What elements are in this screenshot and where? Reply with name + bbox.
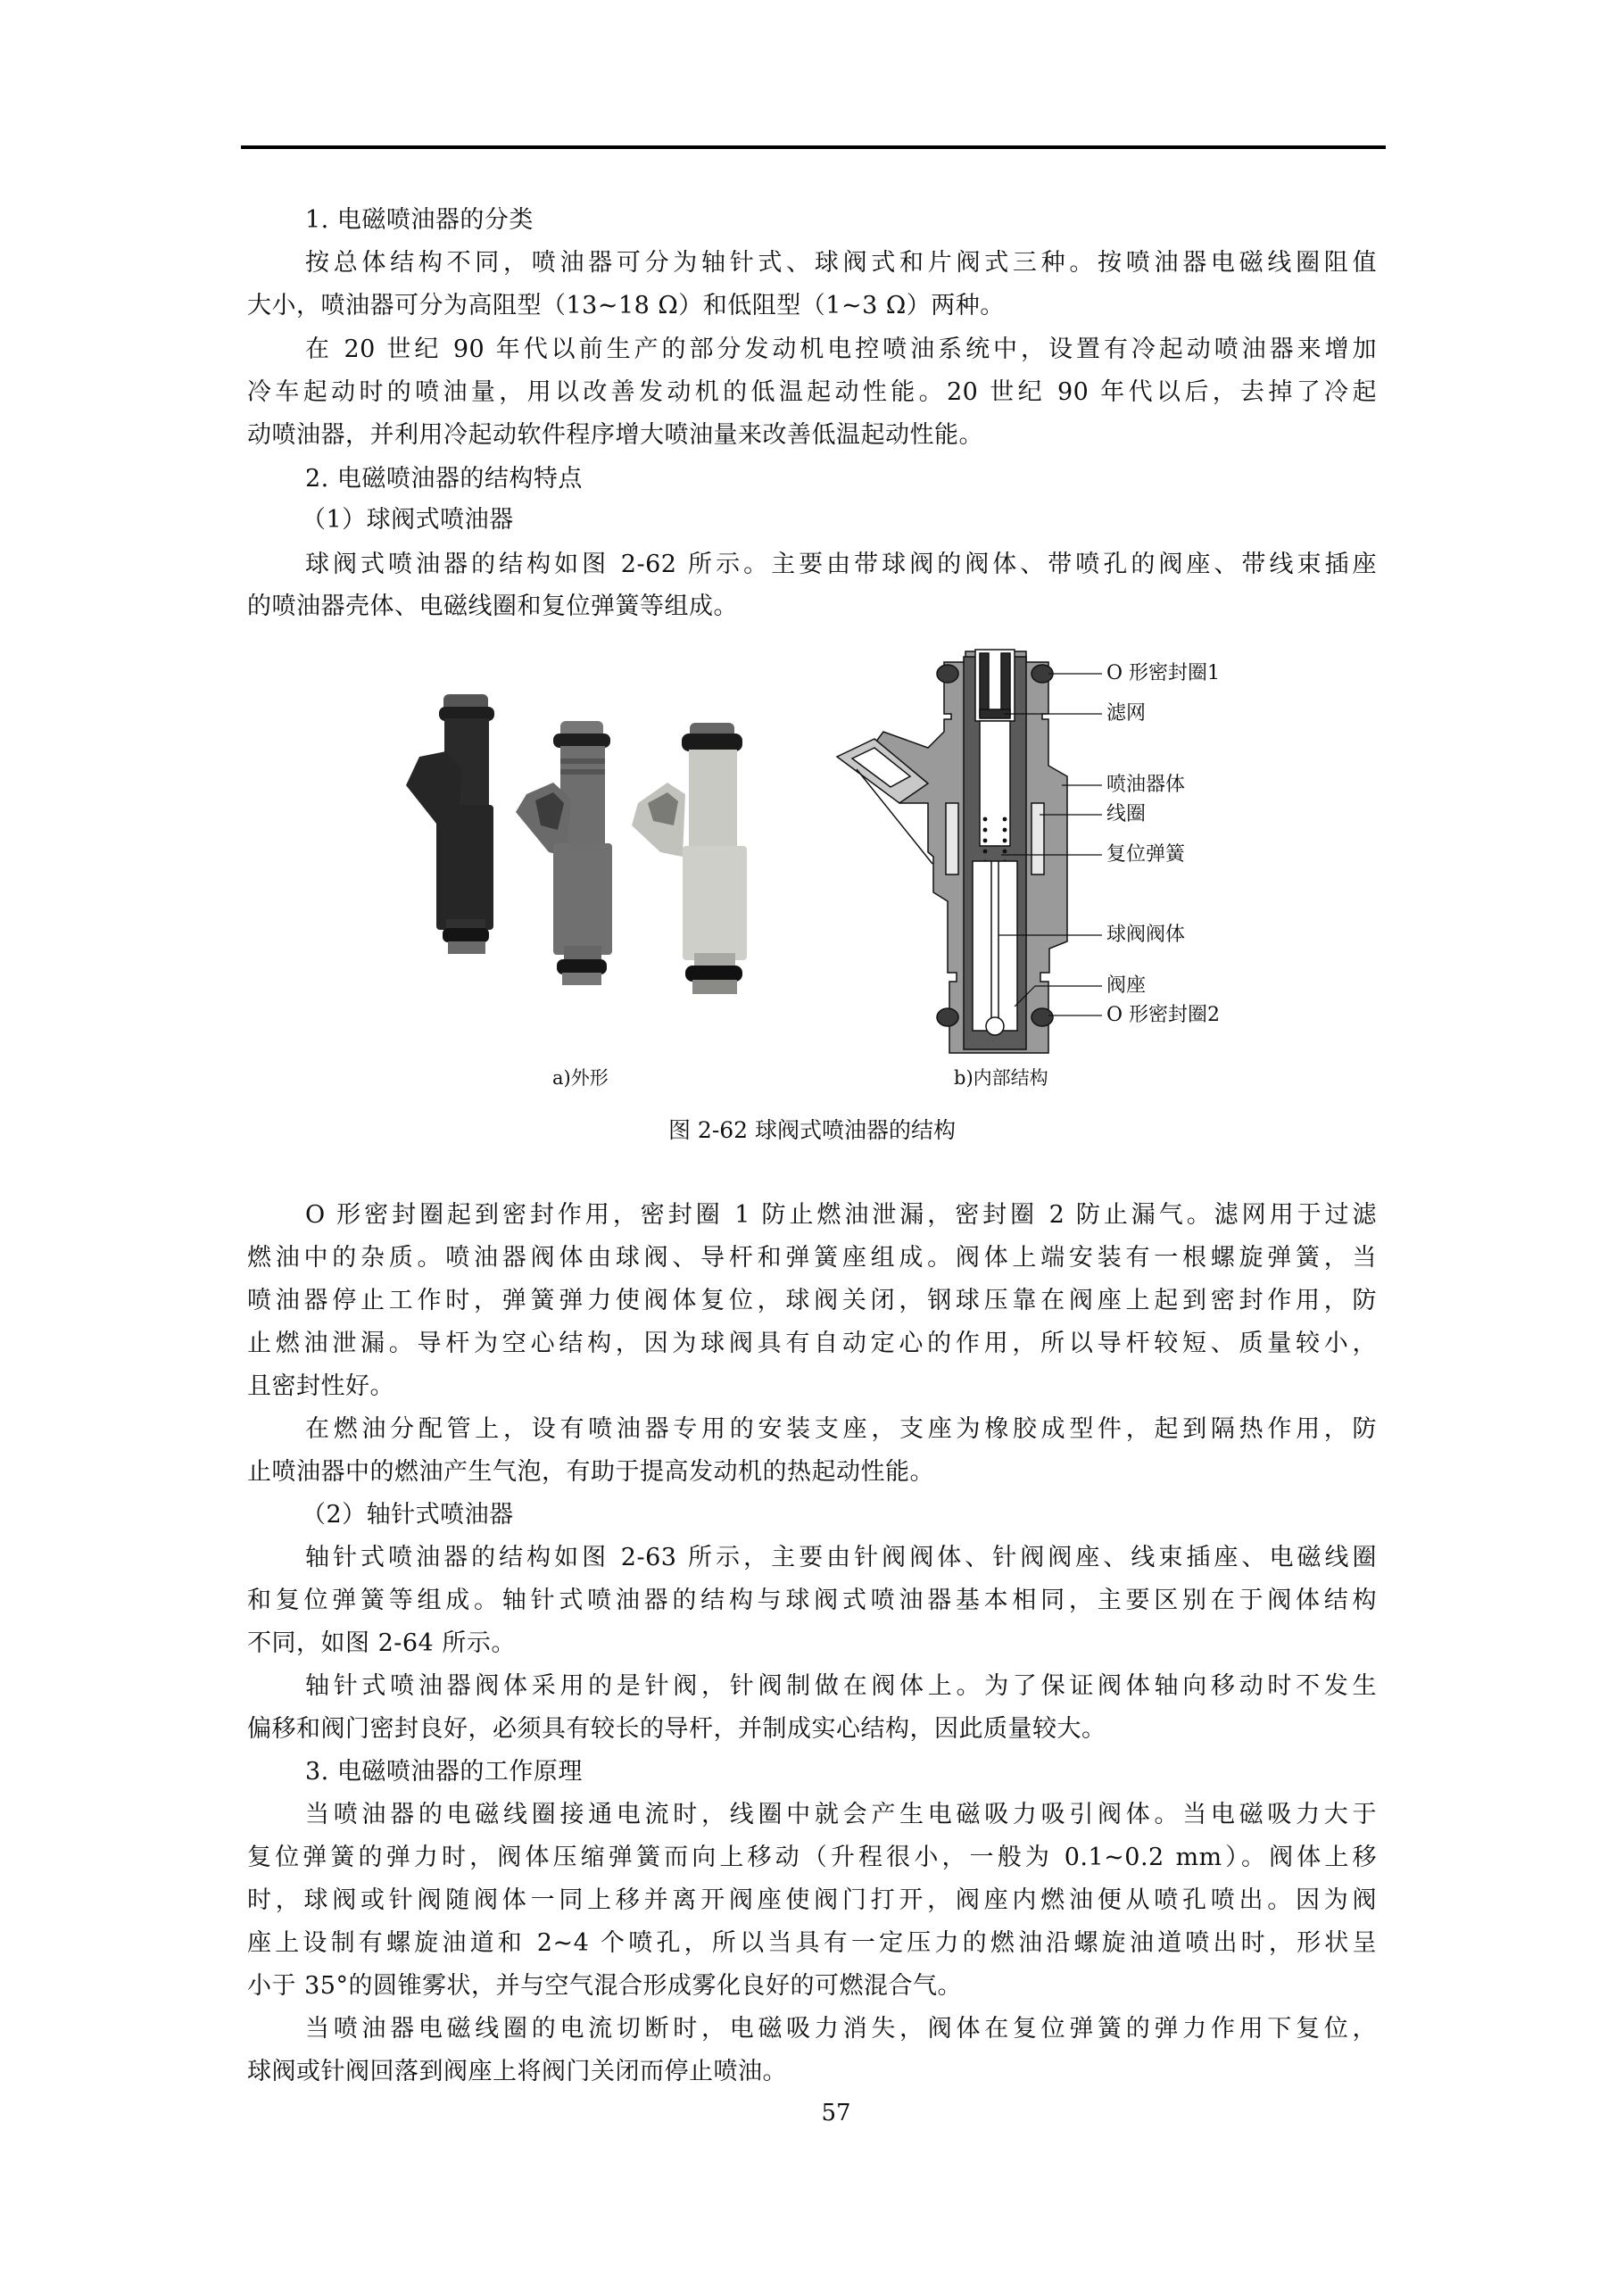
label-injector-body: 喷油器体 — [1106, 774, 1186, 796]
paragraph-line: 小于 35°的圆锥雾状，并与空气混合形成雾化良好的可燃混合气。 — [247, 1972, 962, 2000]
injector-photo-black — [406, 694, 494, 954]
paragraph-line: 当喷油器电磁线圈的电流切断时，电磁吸力消失，阀体在复位弹簧的弹力作用下复位， — [305, 2015, 1377, 2043]
paragraph-line: 座上设制有螺旋油道和 2~4 个喷孔，所以当具有一定压力的燃油沿螺旋油道喷出时，形状呈 — [247, 1929, 1377, 1957]
label-return-spring: 复位弹簧 — [1106, 843, 1186, 866]
paragraph-line: 止燃油泄漏。导杆为空心结构，因为球阀具有自动定心的作用，所以导杆较短、质量较小， — [247, 1330, 1377, 1357]
header-rule — [241, 145, 1386, 149]
paragraph-line: 的喷油器壳体、电磁线圈和复位弹簧等组成。 — [247, 593, 738, 620]
label-filter: 滤网 — [1106, 702, 1147, 725]
paragraph-line: 球阀或针阀回落到阀座上将阀门关闭而停止喷油。 — [247, 2058, 787, 2085]
label-valve-seat: 阀座 — [1106, 974, 1147, 997]
paragraph-line: 冷车起动时的喷油量，用以改善发动机的低温起动性能。20 世纪 90 年代以后，去掉了冷起 — [247, 378, 1377, 406]
section-heading-1: 1. 电磁喷油器的分类 — [305, 206, 534, 234]
label-o-ring-1: O 形密封圈1 — [1106, 662, 1221, 684]
paragraph-line: 喷油器停止工作时，弹簧弹力使阀体复位，球阀关闭，钢球压靠在阀座上起到密封作用，防 — [247, 1287, 1377, 1314]
paragraph-line: O 形密封圈起到密封作用，密封圈 1 防止燃油泄漏，密封圈 2 防止漏气。滤网用于过滤 — [305, 1201, 1377, 1229]
subsection-heading-2: （2）轴针式喷油器 — [302, 1501, 514, 1529]
paragraph-line: 止喷油器中的燃油产生气泡，有助于提高发动机的热起动性能。 — [247, 1458, 934, 1486]
paragraph-line: 大小，喷油器可分为高阻型（13~18 Ω）和低阻型（1~3 Ω）两种。 — [247, 292, 1005, 319]
subcaption-a: a)外形 — [552, 1067, 609, 1089]
paragraph-line: 和复位弹簧等组成。轴针式喷油器的结构与球阀式喷油器基本相同，主要区别在于阀体结构 — [247, 1587, 1377, 1614]
paragraph-line: 在 20 世纪 90 年代以前生产的部分发动机电控喷油系统中，设置有冷起动喷油器来增加 — [305, 336, 1377, 363]
paragraph-line: 当喷油器的电磁线圈接通电流时，线圈中就会产生电磁吸力吸引阀体。当电磁吸力大于 — [305, 1801, 1377, 1828]
injector-photo-grey — [516, 721, 612, 985]
subsection-heading-1: （1）球阀式喷油器 — [302, 506, 514, 534]
paragraph-line: 时，球阀或针阀随阀体一同上移并离开阀座使阀门打开，阀座内燃油便从喷孔喷出。因为阀 — [247, 1886, 1377, 1914]
paragraph-line: 在燃油分配管上，设有喷油器专用的安装支座，支座为橡胶成型件，起到隔热作用，防 — [305, 1415, 1377, 1443]
section-heading-2: 2. 电磁喷油器的结构特点 — [305, 465, 583, 493]
label-ball-valve-body: 球阀阀体 — [1106, 924, 1186, 946]
figure-caption: 图 2-62 球阀式喷油器的结构 — [667, 1117, 957, 1143]
page-number: 57 — [821, 2100, 851, 2126]
paragraph-line: 燃油中的杂质。喷油器阀体由球阀、导杆和弹簧座组成。阀体上端安装有一根螺旋弹簧，当 — [247, 1244, 1377, 1272]
paragraph-line: 动喷油器，并利用冷起动软件程序增大喷油量来改善低温起动性能。 — [247, 421, 983, 449]
paragraph-line: 轴针式喷油器的结构如图 2-63 所示，主要由针阀阀体、针阀阀座、线束插座、电磁线圈 — [305, 1544, 1377, 1571]
paragraph-line: 按总体结构不同，喷油器可分为轴针式、球阀式和片阀式三种。按喷油器电磁线圈阻值 — [305, 249, 1377, 277]
subcaption-b: b)内部结构 — [954, 1067, 1048, 1089]
leader-lines — [998, 674, 1102, 1015]
label-o-ring-2: O 形密封圈2 — [1106, 1004, 1221, 1026]
section-heading-3: 3. 电磁喷油器的工作原理 — [305, 1758, 583, 1786]
paragraph-line: 轴针式喷油器阀体采用的是针阀，针阀制做在阀体上。为了保证阀体轴向移动时不发生 — [305, 1672, 1377, 1700]
injector-cross-section — [837, 650, 1067, 1053]
injector-photo-light — [632, 723, 747, 994]
label-coil: 线圈 — [1106, 803, 1147, 825]
paragraph-line: 球阀式喷油器的结构如图 2-62 所示。主要由带球阀的阀体、带喷孔的阀座、带线束插座 — [305, 551, 1377, 578]
paragraph-line: 复位弹簧的弹力时，阀体压缩弹簧而向上移动（升程很小，一般为 0.1~0.2 mm）。阀体上移 — [247, 1844, 1377, 1871]
paragraph-line: 偏移和阀门密封良好，必须具有较长的导杆，并制成实心结构，因此质量较大。 — [247, 1715, 1106, 1743]
paragraph-line: 且密封性好。 — [247, 1372, 394, 1400]
paragraph-line: 不同，如图 2-64 所示。 — [247, 1629, 516, 1657]
